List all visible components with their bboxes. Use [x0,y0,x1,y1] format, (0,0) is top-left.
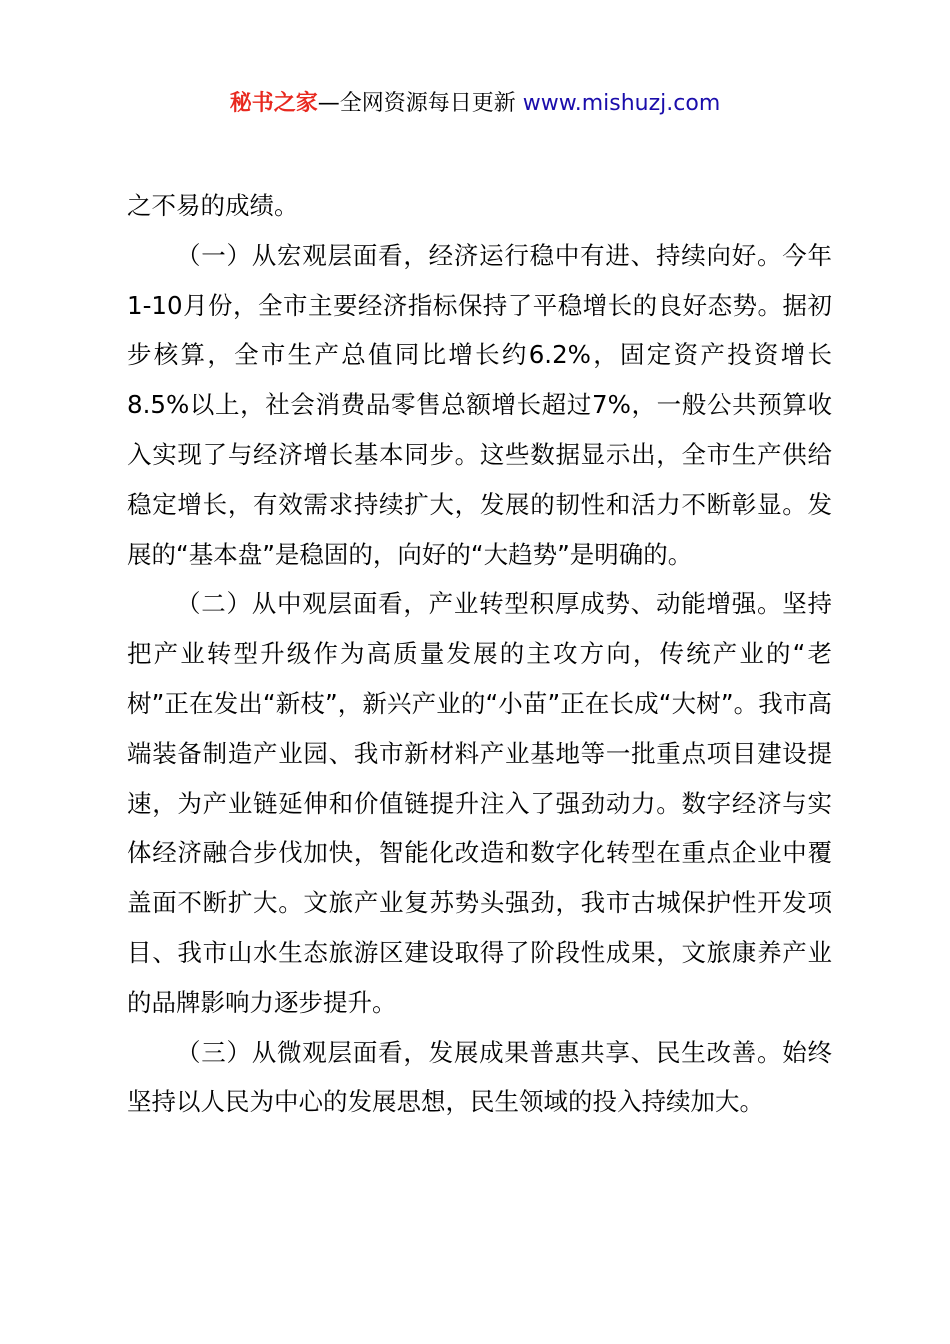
site-url-link[interactable]: www.mishuzj.com [522,91,721,116]
document-body [127,181,832,1127]
paragraph-meso-level: （二）从中观层面看，产业转型积厚成势、动能增强。坚持把产业转型升级作为高质量发展的主攻方向，传统产业的“老树”正在发出“新枝”，新兴产业的“小苗”正在长成“大树”。我市高端装备制造产业园、我市新材料产业基地等一批重点项目建设提速，为产业链延伸和价值链提升注入了强劲动力。数字经济与实体经济融合步伐加快，智能化改造和数字化转型在重点企业中覆盖面不断扩大。文旅产业复苏势头强劲，我市古城保护性开发项目、我市山水生态旅游区建设取得了阶段性成果，文旅康养产业的品牌影响力逐步提升。 [127,589,832,1017]
site-header [0,86,950,122]
paragraph-micro-level: （三）从微观层面看，发展成果普惠共享、民生改善。始终坚持以人民为中心的发展思想，民生领域的投入持续加大。 [127,1037,832,1117]
paragraph-macro-level: （一）从宏观层面看，经济运行稳中有进、持续向好。今年1-10月份，全市主要经济指标保持了平稳增长的良好态势。据初步核算，全市生产总值同比增长约6.2%，固定资产投资增长8.5%以上，社会消费品零售总额增长超过7%，一般公共预算收入实现了与经济增长基本同步。这些数据显示出，全市生产供给稳定增长，有效需求持续扩大，发展的韧性和活力不断彰显。发展的“基本盘”是稳固的，向好的“大趋势”是明确的。 [127,240,832,569]
header-tagline: —全网资源每日更新 [317,91,523,116]
brand-name: 秘书之家 [229,91,318,116]
paragraph-continuation: 之不易的成绩。 [127,191,299,220]
